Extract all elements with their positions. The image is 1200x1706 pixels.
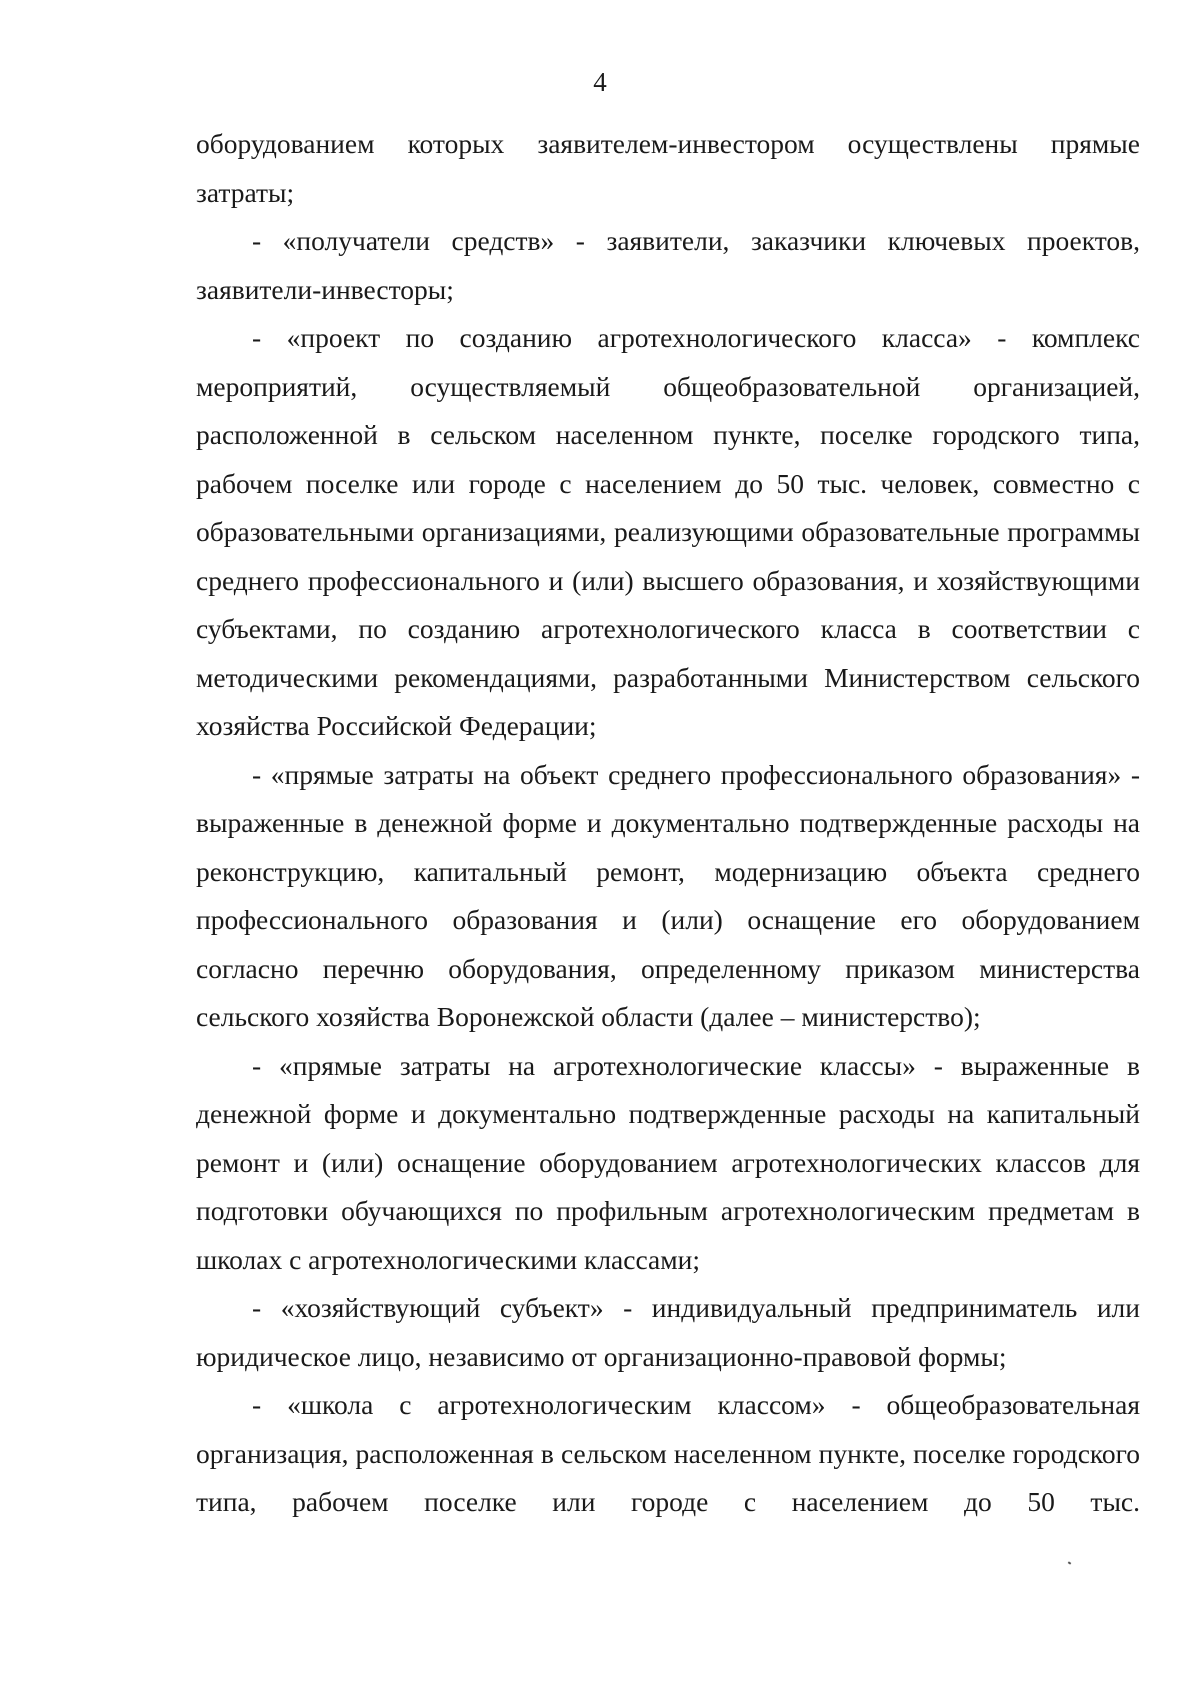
page-number: 4 [593,67,607,97]
paragraph-definition-recipients: - «получатели средств» - заявители, заказчики ключевых проектов, заявители-инвесторы; [196,225,1140,305]
paragraph-definition-agrotech-class-project: - «проект по созданию агротехнологического класса» - комплекс мероприятий, осуществляемый общеобразовательной организацией, расположенной в сельском населенном пункте, поселке городского типа, рабочем поселке или городе с населением до 50 тыс. человек, совместно с образовательными организациями, реализующими образовательные программы среднего профессионального и (или) высшего образования, и хозяйствующими субъектами, по созданию агротехнологического класса в соответствии с методическими рекомендациями, разработанными Министерством сельского хозяйства Российской Федерации; [196,322,1140,741]
scan-speck-mark [1068,1561,1072,1564]
paragraph-definition-business-entity: - «хозяйствующий субъект» - индивидуальный предприниматель или юридическое лицо, независимо от организационно-правовой формы; [196,1292,1140,1372]
document-body [196,120,1140,1527]
paragraph-definition-direct-costs-agrotech: - «прямые затраты на агротехнологические классы» - выраженные в денежной форме и документально подтвержденные расходы на капитальный ремонт и (или) оснащение оборудованием агротехнологических классов для подготовки обучающихся по профильным агротехнологическим предметам в школах с агротехнологическими классами; [196,1049,1140,1275]
paragraph-definition-agrotech-school: - «школа с агротехнологическим классом» - общеобразовательная организация, расположенная в сельском населенном пункте, поселке городского типа, рабочем поселке или городе с населением до 50 тыс. [196,1389,1140,1517]
paragraph-definition-direct-costs-spo: - «прямые затраты на объект среднего профессионального образования» - выраженные в денежной форме и документально подтвержденные расходы на реконструкцию, капитальный ремонт, модернизацию объекта среднего профессионального образования и (или) оснащение его оборудованием согласно перечню оборудования, определенному приказом министерства сельского хозяйства Воронежской области (далее – министерство); [196,758,1140,1032]
paragraph-continuation: оборудованием которых заявителем-инвестором осуществлены прямые затраты; [196,128,1140,208]
